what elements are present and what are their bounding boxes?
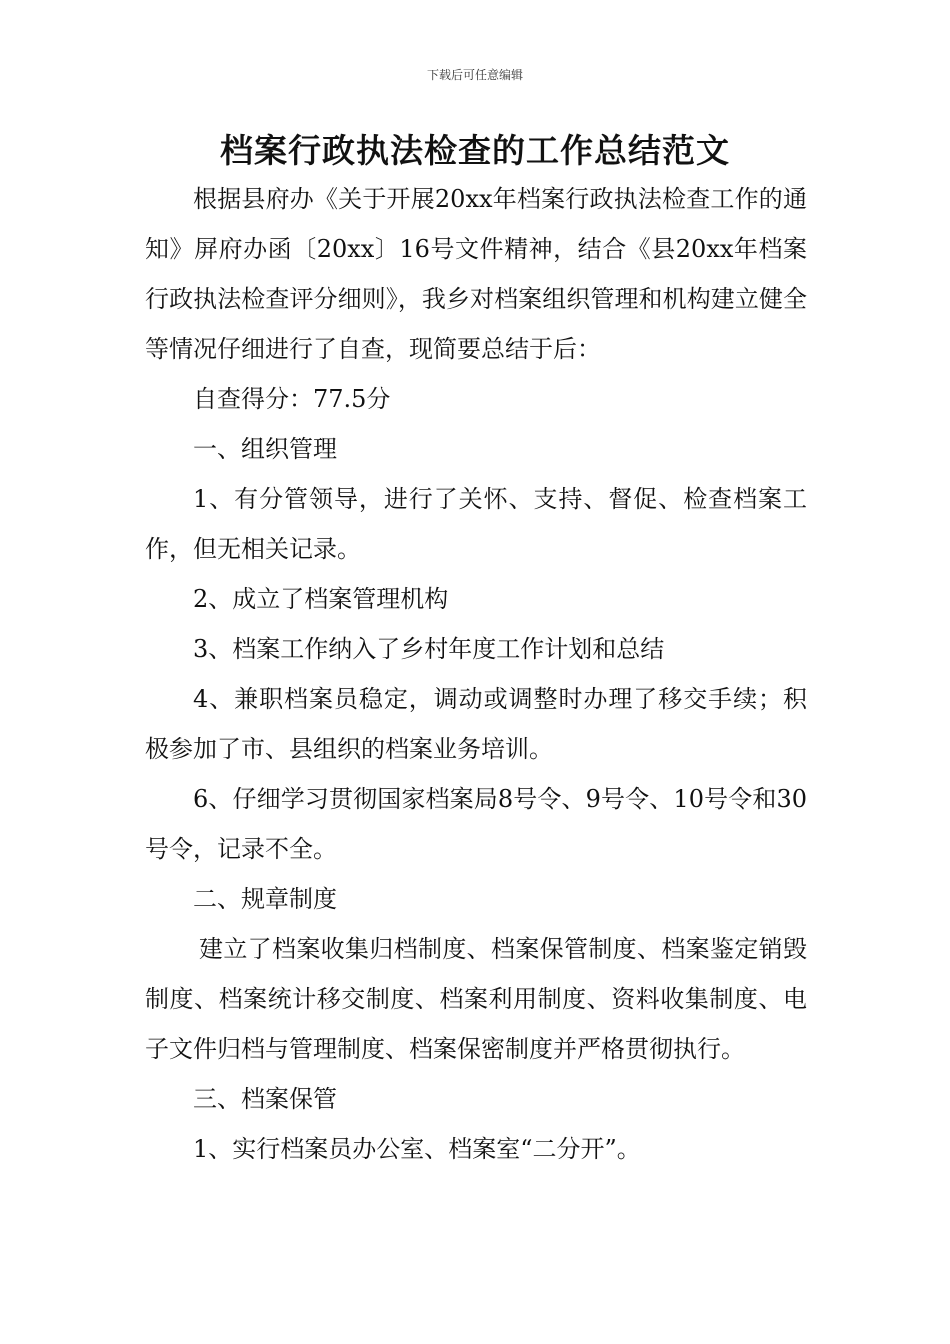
list-item: 1、有分管领导，进行了关怀、支持、督促、检查档案工作，但无相关记录。 [145,485,807,563]
self-check-score: 自查得分：77.5分 [193,385,391,413]
intro-paragraph: 根据县府办《关于开展20xx年档案行政执法检查工作的通知》屏府办函〔20xx〕16号文件精神，结合《县20xx年档案行政执法检查评分细则》，我乡对档案组织管理和机构建立健全等情况仔细进行了自查，现简要总结于后： [145,185,807,363]
regulations-paragraph: 建立了档案收集归档制度、档案保管制度、档案鉴定销毁制度、档案统计移交制度、档案利用制度、资料收集制度、电子文件归档与管理制度、档案保密制度并严格贯彻执行。 [145,935,807,1063]
list-item: 1、实行档案员办公室、档案室“二分开”。 [193,1135,641,1163]
list-item: 6、仔细学习贯彻国家档案局8号令、9号令、10号令和30号令，记录不全。 [145,785,807,863]
document-title: 档案行政执法检查的工作总结范文 [220,131,730,170]
list-item: 3、档案工作纳入了乡村年度工作计划和总结 [193,635,665,663]
list-item: 4、兼职档案员稳定，调动或调整时办理了移交手续；积极参加了市、县组织的档案业务培训。 [145,685,807,763]
section-heading-storage: 三、档案保管 [193,1085,337,1113]
section-heading-regulations: 二、规章制度 [193,885,337,913]
list-item: 2、成立了档案管理机构 [193,585,449,613]
section-heading-organization: 一、组织管理 [193,435,337,463]
document-body [145,174,807,1174]
header-note: 下载后可任意编辑 [426,68,523,82]
